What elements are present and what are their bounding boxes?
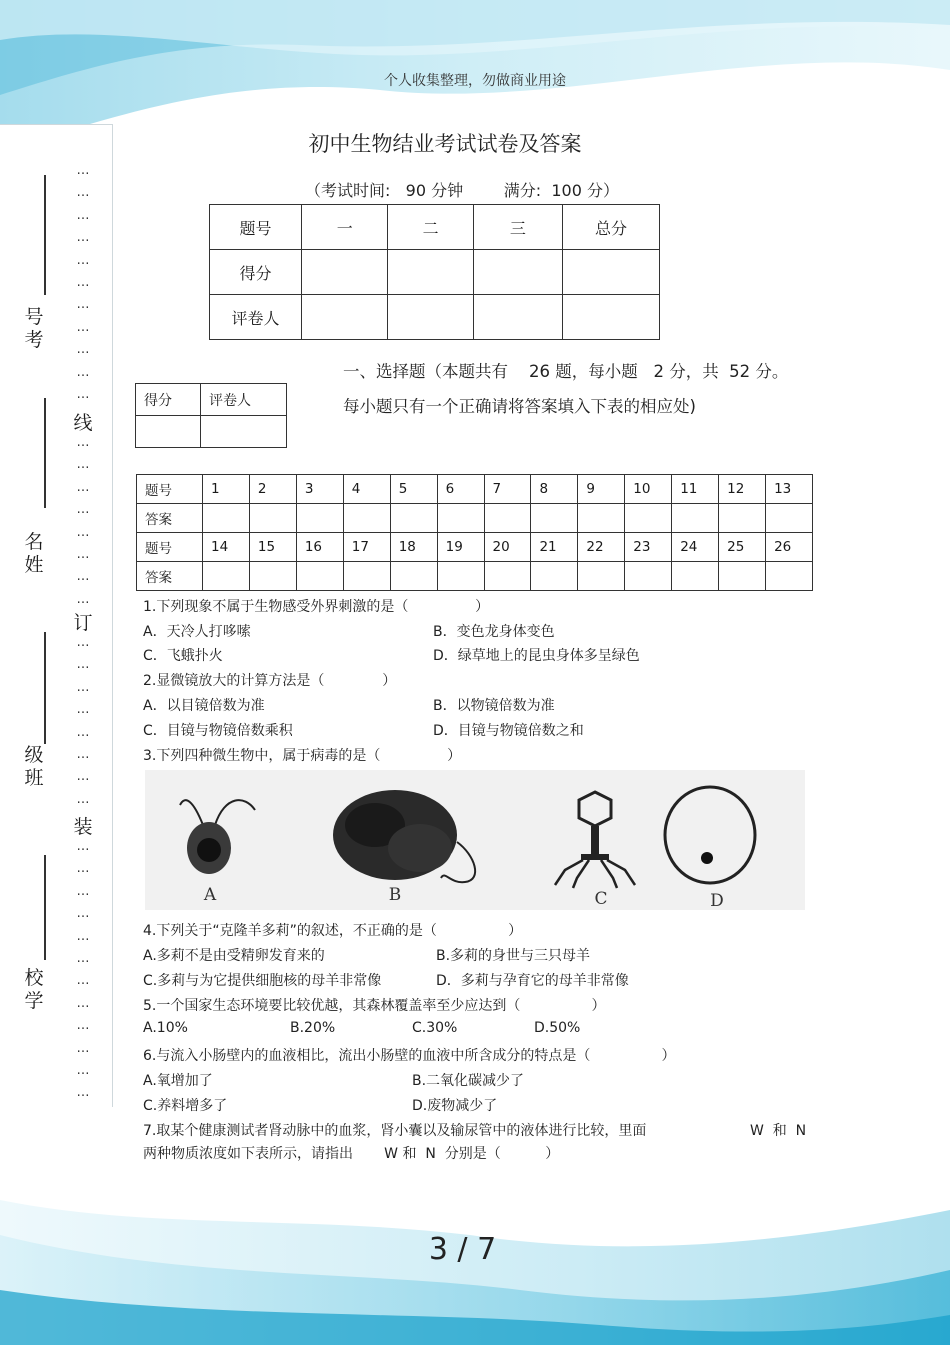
score-header-cell: 二 — [388, 205, 473, 250]
answer-cell[interactable] — [531, 562, 578, 591]
score-table — [209, 204, 660, 340]
answer-cell[interactable] — [766, 562, 813, 591]
answer-cell[interactable] — [343, 562, 390, 591]
question-1-option-c: C．飞蛾扑火 — [143, 648, 223, 664]
question-2: 2.显微镜放大的计算方法是（ ） — [143, 673, 397, 689]
question-2-option-a: A．以目镜倍数为准 — [143, 698, 265, 714]
question-6-option-b: B.二氧化碳减少了 — [412, 1073, 525, 1089]
question-5-option-d: D.50% — [534, 1020, 581, 1036]
question-4-option-d: D．多莉与孕育它的母羊非常像 — [436, 973, 629, 989]
score-header-cell: 题号 — [210, 205, 302, 250]
question-5-option-b: B.20% — [290, 1020, 336, 1036]
question-2-option-d: D．目镜与物镜倍数之和 — [433, 723, 584, 739]
table-row — [136, 384, 287, 416]
question-6: 6.与流入小肠壁内的血液相比，流出小肠壁的血液中所含成分的特点是（ ） — [143, 1048, 676, 1064]
question-6-option-d: D.废物减少了 — [412, 1098, 498, 1114]
answer-no-cell: 5 — [390, 475, 437, 504]
figure-label-c: C — [594, 889, 608, 909]
margin-word-line: 线 — [73, 412, 93, 434]
answer-no-cell: 1 — [203, 475, 250, 504]
answer-no-cell: 17 — [343, 533, 390, 562]
answer-cell[interactable] — [437, 504, 484, 533]
margin-word-bind: 订 — [73, 612, 93, 634]
margin-label-school: 校 学 — [24, 967, 44, 1012]
answer-cell[interactable] — [484, 504, 531, 533]
answer-cell[interactable] — [296, 562, 343, 591]
answer-no-cell: 25 — [719, 533, 766, 562]
question-6-option-c: C.养料增多了 — [143, 1098, 228, 1114]
answer-cell[interactable] — [719, 504, 766, 533]
answer-row-label: 答案 — [137, 562, 203, 591]
answer-no-cell: 7 — [484, 475, 531, 504]
margin-dots: … … … … … … … … … … … — [76, 163, 90, 403]
table-row — [137, 504, 813, 533]
answer-cell[interactable] — [672, 504, 719, 533]
question-5: 5.一个国家生态环境要比较优越，其森林覆盖率至少应达到（ ） — [143, 998, 606, 1014]
answer-no-cell: 23 — [625, 533, 672, 562]
binding-margin — [0, 124, 113, 1107]
answer-no-cell: 10 — [625, 475, 672, 504]
answer-cell[interactable] — [766, 504, 813, 533]
score-cell[interactable] — [388, 295, 473, 340]
question-2-option-c: C．目镜与物镜倍数乘积 — [143, 723, 293, 739]
section-instruction: 每小题只有一个正确请将答案填入下表的相应处) — [343, 397, 696, 416]
answer-no-cell: 2 — [249, 475, 296, 504]
section-heading: 一、选择题（本题共有 26 题，每小题 2 分，共 52 分。 — [343, 362, 789, 381]
grader-cell[interactable] — [136, 416, 201, 448]
answer-cell[interactable] — [672, 562, 719, 591]
score-header-cell: 一 — [302, 205, 388, 250]
table-row — [210, 250, 660, 295]
score-row-label: 评卷人 — [210, 295, 302, 340]
answer-no-cell: 21 — [531, 533, 578, 562]
margin-word-mount: 装 — [73, 816, 93, 838]
score-cell[interactable] — [473, 250, 562, 295]
score-cell[interactable] — [302, 295, 388, 340]
score-cell[interactable] — [473, 295, 562, 340]
answer-no-cell: 13 — [766, 475, 813, 504]
question-2-option-b: B．以物镜倍数为准 — [433, 698, 555, 714]
question-5-option-a: A.10% — [143, 1020, 188, 1036]
score-cell[interactable] — [388, 250, 473, 295]
answer-no-cell: 16 — [296, 533, 343, 562]
answer-row-label: 答案 — [137, 504, 203, 533]
question-4-option-b: B.多莉的身世与三只母羊 — [436, 948, 591, 964]
table-row — [210, 205, 660, 250]
answer-cell[interactable] — [390, 562, 437, 591]
table-row — [137, 533, 813, 562]
answer-cell[interactable] — [625, 504, 672, 533]
grader-label: 得分 — [136, 384, 201, 416]
figure-label-a: A — [203, 885, 217, 905]
question-1-option-d: D．绿草地上的昆虫身体多呈绿色 — [433, 648, 640, 664]
figure-label-d: D — [710, 891, 724, 910]
answer-no-cell: 15 — [249, 533, 296, 562]
microorganism-figure — [145, 770, 805, 910]
exam-title: 初中生物结业考试试卷及答案 — [308, 132, 582, 156]
answer-no-cell: 3 — [296, 475, 343, 504]
answer-cell[interactable] — [343, 504, 390, 533]
answer-no-cell: 8 — [531, 475, 578, 504]
answer-no-cell: 22 — [578, 533, 625, 562]
answer-no-cell: 24 — [672, 533, 719, 562]
margin-line — [44, 855, 46, 960]
score-cell[interactable] — [563, 250, 660, 295]
score-header-cell: 总分 — [563, 205, 660, 250]
margin-label-name: 名 姓 — [24, 531, 44, 576]
table-row — [136, 416, 287, 448]
answer-no-cell: 6 — [437, 475, 484, 504]
question-1-option-b: B．变色龙身体变色 — [433, 624, 555, 640]
score-cell[interactable] — [302, 250, 388, 295]
question-7: 7.取某个健康测试者肾动脉中的血浆，肾小囊以及输尿管中的液体进行比较，里面 — [143, 1123, 647, 1139]
answer-no-cell: 20 — [484, 533, 531, 562]
answer-no-cell: 11 — [672, 475, 719, 504]
table-row — [210, 295, 660, 340]
question-7-substances: W 和 N — [750, 1123, 807, 1139]
answer-cell[interactable] — [203, 562, 250, 591]
margin-line — [44, 632, 46, 744]
margin-label-class: 级 班 — [24, 744, 44, 789]
table-row — [137, 475, 813, 504]
figure-label-b: B — [388, 885, 402, 905]
answer-cell[interactable] — [296, 504, 343, 533]
answer-cell[interactable] — [484, 562, 531, 591]
answer-row-label: 题号 — [137, 475, 203, 504]
margin-line — [44, 175, 46, 295]
margin-dots: … … … … … … … … — [76, 435, 90, 607]
answer-cell[interactable] — [719, 562, 766, 591]
question-7-continued: 两种物质浓度如下表所示，请指出 W 和 N 分别是（ ） — [143, 1146, 560, 1162]
answer-row-label: 题号 — [137, 533, 203, 562]
question-6-option-a: A.氧增加了 — [143, 1073, 213, 1089]
question-3: 3.下列四种微生物中，属于病毒的是（ ） — [143, 748, 462, 764]
answer-no-cell: 19 — [437, 533, 484, 562]
answer-cell[interactable] — [531, 504, 578, 533]
exam-subtitle: （考试时间: 90 分钟 满分: 100 分） — [305, 181, 619, 200]
answer-cell[interactable] — [249, 562, 296, 591]
answer-no-cell: 9 — [578, 475, 625, 504]
question-5-option-c: C.30% — [412, 1020, 458, 1036]
grader-cell[interactable] — [201, 416, 287, 448]
question-4-option-c: C.多莉与为它提供细胞核的母羊非常像 — [143, 973, 382, 989]
answer-cell[interactable] — [390, 504, 437, 533]
score-header-cell: 三 — [473, 205, 562, 250]
score-row-label: 得分 — [210, 250, 302, 295]
answer-no-cell: 26 — [766, 533, 813, 562]
margin-dots: … … … … … … … … … … … … — [76, 839, 90, 1101]
answer-cell[interactable] — [578, 504, 625, 533]
answer-cell[interactable] — [203, 504, 250, 533]
question-1-option-a: A．天冷人打哆嗦 — [143, 624, 251, 640]
question-4: 4.下列关于“克隆羊多莉”的叙述，不正确的是（ ） — [143, 923, 523, 939]
margin-label-exam-no: 号 考 — [24, 306, 44, 351]
answer-cell[interactable] — [578, 562, 625, 591]
margin-line — [44, 398, 46, 508]
answer-cell[interactable] — [625, 562, 672, 591]
grader-box — [135, 383, 287, 448]
page-number: 3 / 7 — [428, 1232, 497, 1267]
answer-cell[interactable] — [249, 504, 296, 533]
grader-label: 评卷人 — [201, 384, 287, 416]
answer-no-cell: 18 — [390, 533, 437, 562]
question-4-option-a: A.多莉不是由受精卵发育来的 — [143, 948, 325, 964]
table-row — [137, 562, 813, 591]
answer-table — [136, 474, 813, 591]
answer-cell[interactable] — [437, 562, 484, 591]
question-1: 1.下列现象不属于生物感受外界刺激的是（ ） — [143, 599, 490, 615]
answer-no-cell: 4 — [343, 475, 390, 504]
margin-dots: … … … … … … … … — [76, 635, 90, 807]
answer-no-cell: 14 — [203, 533, 250, 562]
score-cell[interactable] — [563, 295, 660, 340]
answer-no-cell: 12 — [719, 475, 766, 504]
header-note: 个人收集整理，勿做商业用途 — [384, 73, 566, 89]
